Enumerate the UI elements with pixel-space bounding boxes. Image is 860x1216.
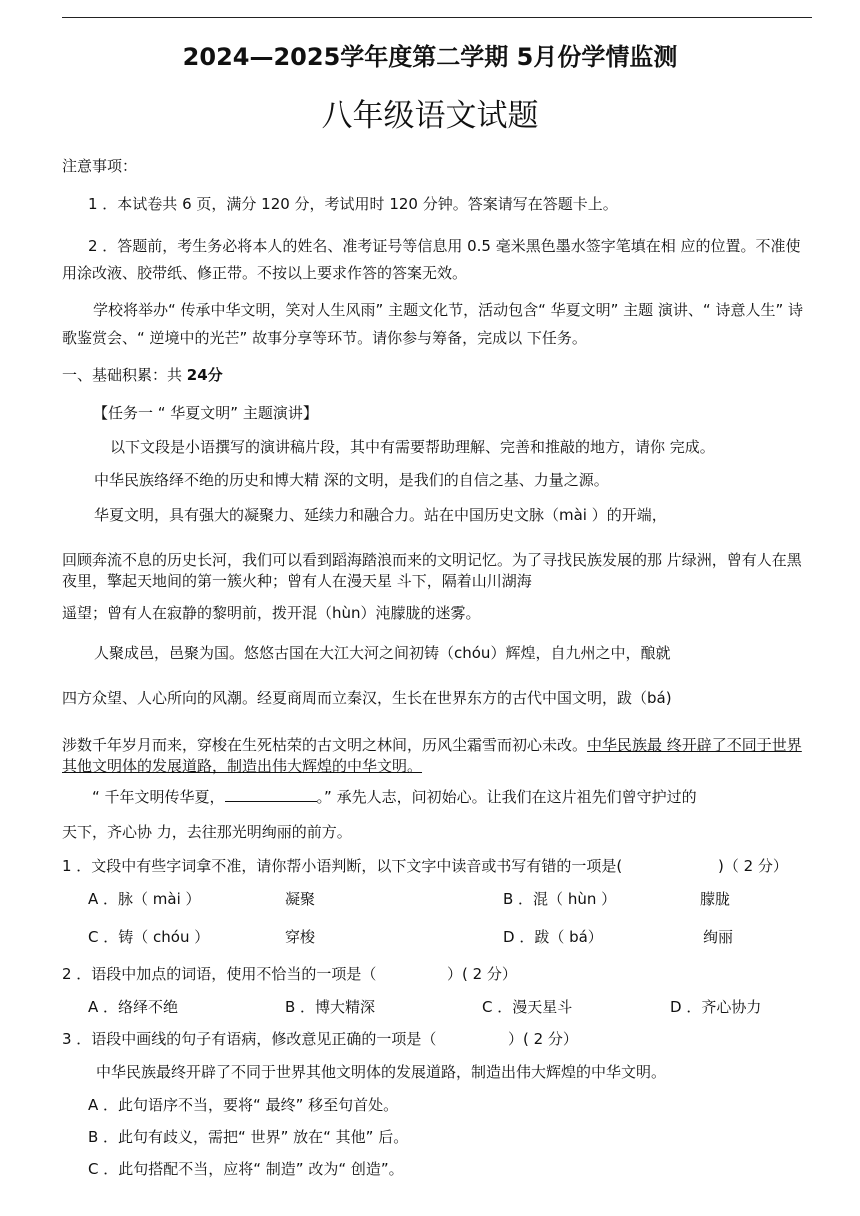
q3-sentence: 中华民族最终开辟了不同于世界其他文明体的发展道路，制造出伟大辉煌的中华文明。 — [96, 1063, 667, 1081]
task-title: 【任务一 “ 华夏文明” 主题演讲】 — [93, 404, 318, 422]
q2-option-a: A ．络绎不绝 — [88, 998, 179, 1016]
q1-option-d: D ．跋（ bá） — [503, 928, 603, 946]
passage-line-2: 华夏文明，具有强大的凝聚力、延续力和融合力。站在中国历史文脉（mài ）的开端， — [94, 506, 667, 524]
fill-blank[interactable] — [225, 787, 317, 802]
passage-line-8-start: “ 千年文明传华夏， — [92, 788, 225, 806]
q2-stem: 2 ．语段中加点的词语，使用不恰当的一项是（ — [62, 965, 377, 983]
passage-line-8-end: 。” 承先人志，问初始心。让我们在这片祖先们曾守护过的 — [316, 788, 697, 806]
exam-title: 2024—2025学年度第二学期 5月份学情监测 — [182, 43, 678, 71]
q3-stem: 3 ．语段中画线的句子有语病，修改意见正确的一项是（ — [62, 1030, 437, 1048]
q1-option-a: A ．脉（ mài ） — [88, 890, 201, 908]
q3-option-c: C ．此句搭配不当，应将“ 制造” 改为“ 创造”。 — [88, 1160, 404, 1178]
q1-option-b: B ．混（ hùn ） — [503, 890, 617, 908]
q2-option-d: D ．齐心协力 — [670, 998, 762, 1016]
passage-line-1: 中华民族络绎不绝的历史和博大精 深的文明，是我们的自信之基、力量之源。 — [94, 471, 609, 489]
q1-option-d-word: 绚丽 — [703, 928, 734, 946]
q2-score: ）( 2 分） — [447, 965, 517, 983]
passage-line-7 — [62, 735, 807, 777]
q1-stem: 1 ．文段中有些字词拿不准，请你帮小语判断，以下文字中读音或书写有错的一项是( — [62, 857, 623, 875]
passage-line-6: 四方众望、人心所向的风潮。经夏商周而立秦汉，生长在世界东方的古代中国文明，跋（bá) — [62, 689, 672, 707]
passage-line-4: 遥望；曾有人在寂静的黎明前，拨开混（hùn）沌朦胧的迷雾。 — [62, 604, 481, 622]
notice-heading: 注意事项： — [62, 157, 138, 175]
top-rule — [62, 17, 812, 18]
passage-line-8 — [92, 787, 697, 807]
passage-line-7-text: 涉数千年岁月而来，穿梭在生死枯荣的古文明之林间，历风尘霜雪而初心未改。 — [62, 736, 588, 754]
q1-option-a-word: 凝聚 — [285, 890, 316, 908]
exam-subtitle: 八年级语文试题 — [321, 98, 539, 134]
q3-score: ）( 2 分） — [508, 1030, 578, 1048]
passage-line-5: 人聚成邑，邑聚为国。悠悠古国在大江大河之间初铸（chóu）辉煌，自九州之中，酿就 — [94, 644, 671, 662]
q2-option-b: B ．博大精深 — [285, 998, 376, 1016]
q1-score: )（ 2 分） — [718, 857, 788, 875]
section-heading-text: 一、基础积累：共 — [62, 366, 187, 384]
q2-option-c: C ．漫天星斗 — [482, 998, 573, 1016]
notice-item-2: 2 ．答题前，考生务必将本人的姓名、准考证号等信息用 0.5 毫米黑色墨水签字笔填在相 应的位置。不准使用涂改液、胶带纸、修正带。不按以上要求作答的答案无效。 — [62, 237, 801, 282]
q3-option-b: B ．此句有歧义，需把“ 世界” 放在“ 其他” 后。 — [88, 1128, 409, 1146]
q1-option-b-word: 朦胧 — [700, 890, 731, 908]
notice-item-1: 1 ．本试卷共 6 页，满分 120 分，考试用时 120 分钟。答案请写在答题卡上。 — [88, 195, 618, 213]
intro-paragraph: 学校将举办“ 传承中华文明，笑对人生风雨” 主题文化节，活动包含“ 华夏文明” 主题 演讲、“ 诗意人生” 诗歌鉴赏会、“ 逆境中的光芒” 故事分享等环节。请你参与筹备，完成以 下任务。 — [62, 301, 804, 347]
section-heading — [62, 365, 223, 385]
q1-option-c-word: 穿梭 — [285, 928, 316, 946]
task-instruction: 以下文段是小语撰写的演讲稿片段，其中有需要帮助理解、完善和推敲的地方，请你 完成。 — [110, 438, 715, 456]
q1-option-c: C ．铸（ chóu ） — [88, 928, 210, 946]
passage-line-9: 天下，齐心协 力，去往那光明绚丽的前方。 — [62, 823, 352, 841]
q3-option-a: A ．此句语序不当，要将“ 最终” 移至句首处。 — [88, 1096, 399, 1114]
passage-line-3: 回顾奔流不息的历史长河，我们可以看到蹈海踏浪而来的文明记忆。为了寻找民族发展的那 片绿洲，曾有人在黑夜里，擎起天地间的第一簇火种；曾有人在漫天星 斗下，隔着山川湖海 — [62, 551, 802, 590]
section-score: 24分 — [186, 366, 223, 384]
underlined-sentence: 中华民族最 终开辟了不同于世界其他文明体的发展道路，制造出伟大辉煌的中华文明。 — [62, 736, 802, 775]
